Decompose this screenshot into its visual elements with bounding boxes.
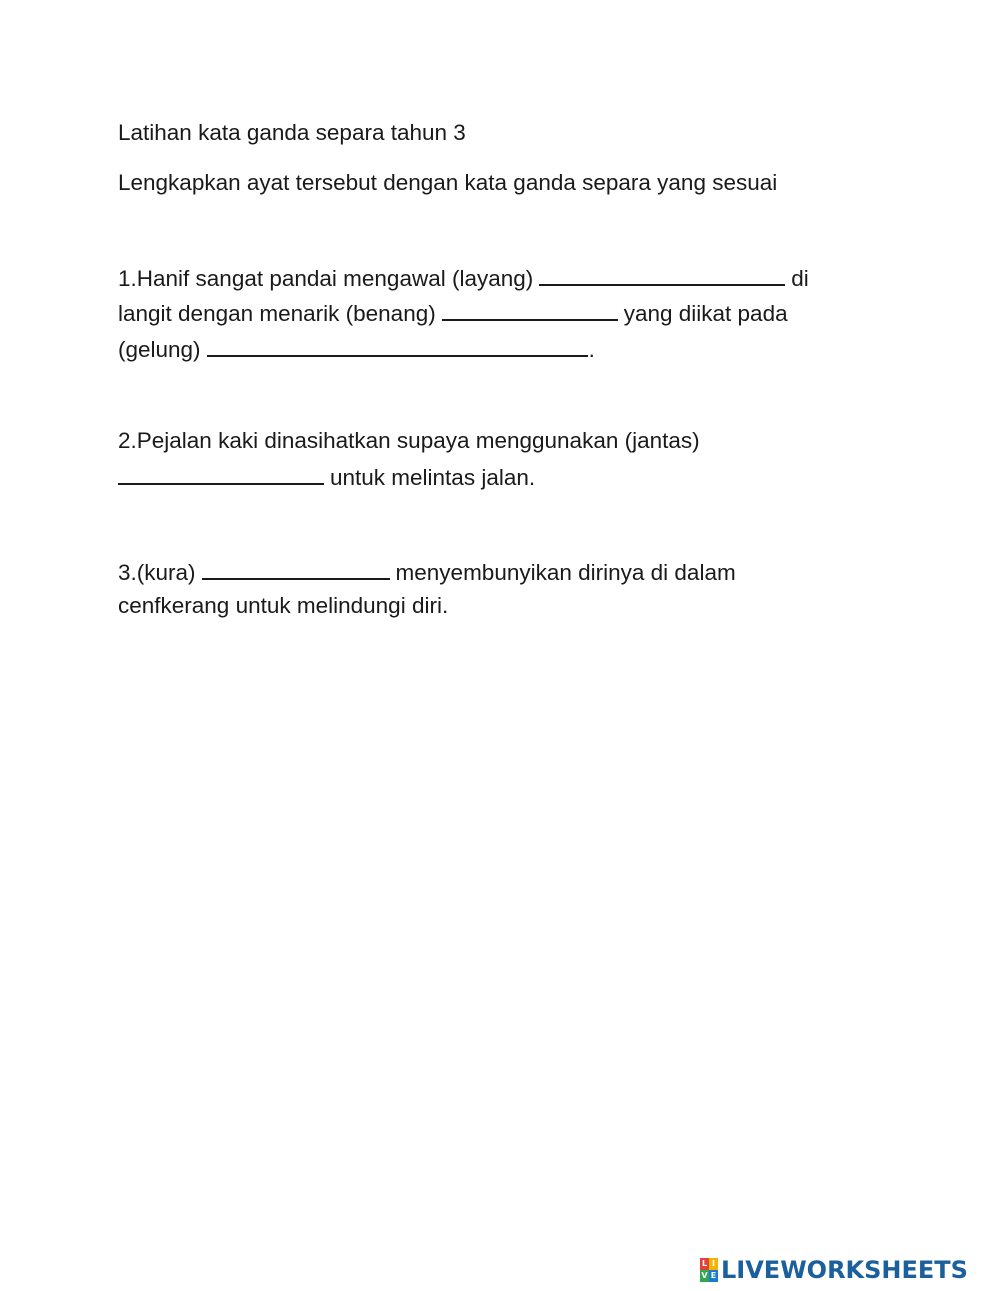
question-2-text-end: untuk melintas jalan. <box>330 465 536 490</box>
question-3-line-1 <box>118 558 736 586</box>
answer-blank-benang[interactable] <box>442 299 618 321</box>
logo-letter-l: L <box>701 1259 708 1268</box>
question-3-text-a: 3.(kura) <box>118 560 196 585</box>
answer-blank-jantas[interactable] <box>118 463 324 485</box>
question-1-text-b: langit dengan menarik (benang) <box>118 301 436 326</box>
question-1-text-a: 1.Hanif sangat pandai mengawal (layang) <box>118 266 534 291</box>
answer-blank-layang[interactable] <box>539 264 785 286</box>
question-1-text-a-end: di <box>791 266 809 291</box>
question-1-text-c-end: . <box>588 337 595 362</box>
question-1-line-3 <box>118 335 595 363</box>
liveworksheets-logo[interactable] <box>700 1257 968 1283</box>
question-2-line-1: 2.Pejalan kaki dinasihatkan supaya menggunakan (jantas) <box>118 428 700 453</box>
question-1-text-c: (gelung) <box>118 337 201 362</box>
logo-letter-e: E <box>710 1271 717 1280</box>
logo-letter-v: V <box>701 1271 708 1280</box>
logo-letter-i: I <box>709 1258 718 1270</box>
liveworksheets-logo-text: LIVEWORKSHEETS <box>721 1256 968 1284</box>
question-3-line-2: cenfkerang untuk melindungi diri. <box>118 593 449 618</box>
question-1-text-b-end: yang diikat pada <box>623 301 788 326</box>
answer-blank-gelung[interactable] <box>207 335 588 357</box>
question-1-line-1 <box>118 264 809 292</box>
question-1-line-2 <box>118 299 788 327</box>
question-2-line-2 <box>118 463 535 491</box>
liveworksheets-logo-mark <box>700 1258 718 1282</box>
answer-blank-kura[interactable] <box>202 558 390 580</box>
question-3-text-a-end: menyembunyikan dirinya di dalam <box>395 560 736 585</box>
worksheet-instruction: Lengkapkan ayat tersebut dengan kata ganda separa yang sesuai <box>118 170 778 195</box>
worksheet-title: Latihan kata ganda separa tahun 3 <box>118 120 466 145</box>
